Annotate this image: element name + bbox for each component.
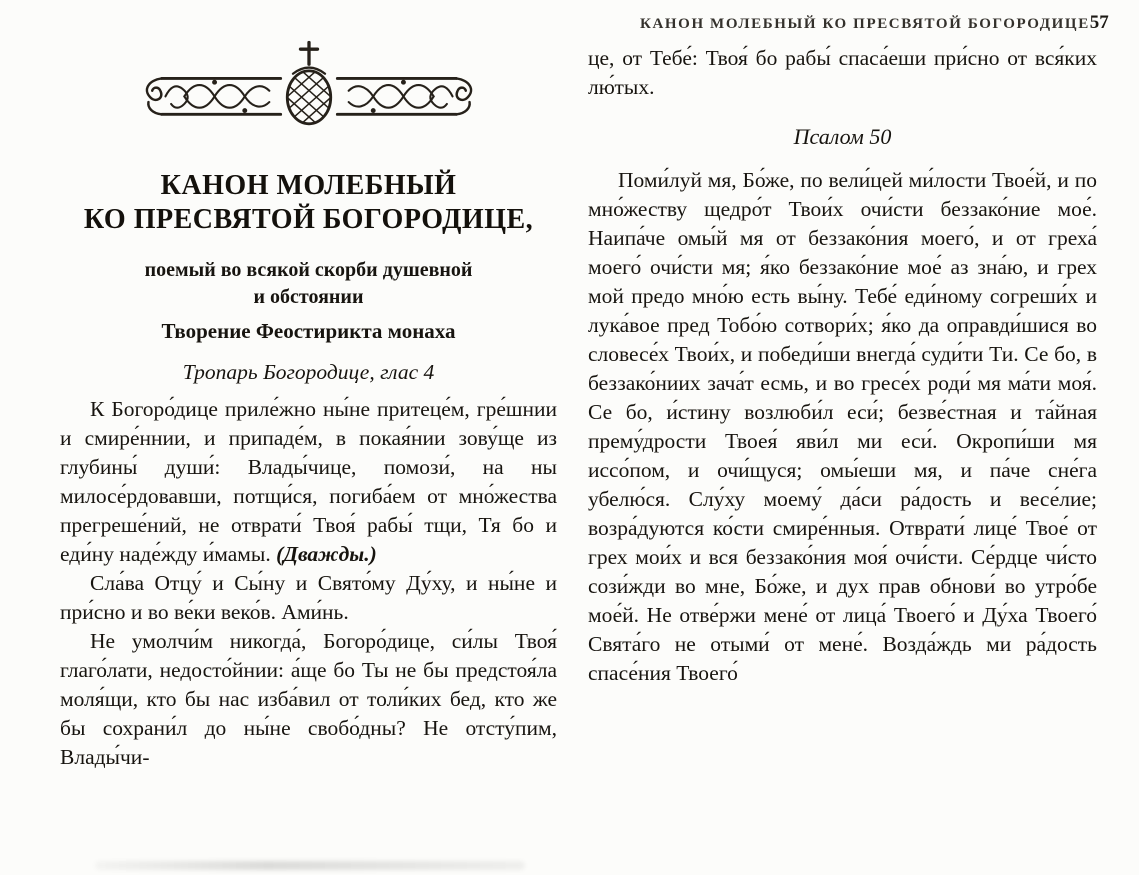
headpiece-ornament — [139, 38, 479, 139]
author-line: Творение Феостирикта монаха — [161, 319, 456, 343]
continuation-paragraph — [588, 44, 1097, 102]
gloria-text: Сла́ва Отцу́ и Сы́ну и Свято́му Ду́ху, и ны́не и при́сно и во ве́ки веко́в. Ами́нь. — [60, 571, 557, 624]
neumolchim-text: Не умолчи́м никогда́, Богоро́дице, си́лы Твоя́ глаго́лати, недосто́йнии: а́ще бо Ты не бы предстоя́ла моля́щи, кто бы нас изба́вил от толи́ких бед, кто же бы сохрани́л до ны́не свобо́дны? Не отсту́пим, Влады́чи- — [60, 629, 557, 769]
troparion-paragraph — [60, 395, 557, 569]
canon-title-line1: КАНОН МОЛЕБНЫЙ — [160, 170, 457, 201]
psalm-50-paragraph — [588, 166, 1097, 688]
left-column — [60, 38, 557, 772]
troparion-heading: Тропарь Богородице, глас 4 — [182, 360, 435, 384]
canon-subtitle-line1: поемый во всякой скорби душевной — [144, 259, 473, 281]
gloria-paragraph — [60, 569, 557, 627]
repeat-note: (Дважды.) — [276, 542, 377, 566]
headpiece-ornament-graphic — [139, 38, 479, 134]
continuation-text: це, от Тебе́: Твоя́ бо рабы́ спаса́еши при́сно от вся́ких лю́тых. — [588, 46, 1097, 99]
right-column — [588, 44, 1097, 688]
psalm-50-text: Поми́луй мя, Бо́же, по вели́цей ми́лости Твое́й, и по мно́жеству щедро́т Твои́х очи́сти беззако́ние мое́. Наипа́че омы́й мя от беззако́ния моего́, и от греха́ моего́ очи́сти мя; я́ко беззако́ние мое́ аз зна́ю, и грех мой предо мно́ю есть вы́ну. Тебе́ еди́ному согреши́х и лука́вое пред Тобо́ю сотвори́х; я́ко да оправди́шися во словесе́х Твои́х, и победи́ши внегда́ суди́ти Ти. Се бо, в беззако́ниих зача́т есмь, и во гресе́х роди́ мя ма́ти моя́. Се бо, и́стину возлюби́л еси́; безве́стная и та́йная прему́дрости Твоея́ яви́л ми еси́. Окропи́ши мя иссо́пом, и очи́щуся; омы́еши мя, и па́че сне́га убелю́ся. Слу́ху моему́ да́си ра́дость и весе́лие; возра́дуются ко́сти смире́нныя. Отврати́ лице́ Твое́ от грех мои́х и вся беззако́ния моя́ очи́сти. Се́рдце чи́сто сози́жди во мне, Бо́же, и дух прав обнови́ во утро́бе мое́й. Не отве́ржи мене́ от лица́ Твоего́ и Ду́ха Твоего́ Свята́го не отыми́ от мене́. Возда́ждь ми ра́дость спасе́ния Твоего́ — [588, 168, 1097, 685]
running-header — [640, 12, 1109, 34]
scan-artifact — [95, 861, 525, 870]
running-title: КАНОН МОЛЕБНЫЙ КО ПРЕСВЯТОЙ БОГОРОДИЦЕ — [640, 16, 1090, 32]
troparion-text: К Богоро́дице приле́жно ны́не притеце́м, гре́шнии и смире́ннии, и припаде́м, в покая́нии зову́ще из глубины́ души́: Влады́чице, помози́, на ны милосе́рдовавши, потщи́ся, погиба́ем от мно́жества прегреше́ний, не отврати́ Твоя́ рабы́ тщи, Тя бо и еди́ну наде́жду и́мамы. — [60, 397, 557, 566]
canon-subtitle — [60, 257, 557, 311]
canon-subtitle-line2: и обстоянии — [253, 286, 364, 308]
page-number: 57 — [1089, 12, 1109, 33]
canon-title-line2: КО ПРЕСВЯТОЙ БОГОРОДИЦЕ, — [83, 204, 534, 235]
psalm-50-heading: Псалом 50 — [793, 124, 892, 149]
neumolchim-paragraph — [60, 627, 557, 772]
canon-title — [60, 169, 557, 237]
